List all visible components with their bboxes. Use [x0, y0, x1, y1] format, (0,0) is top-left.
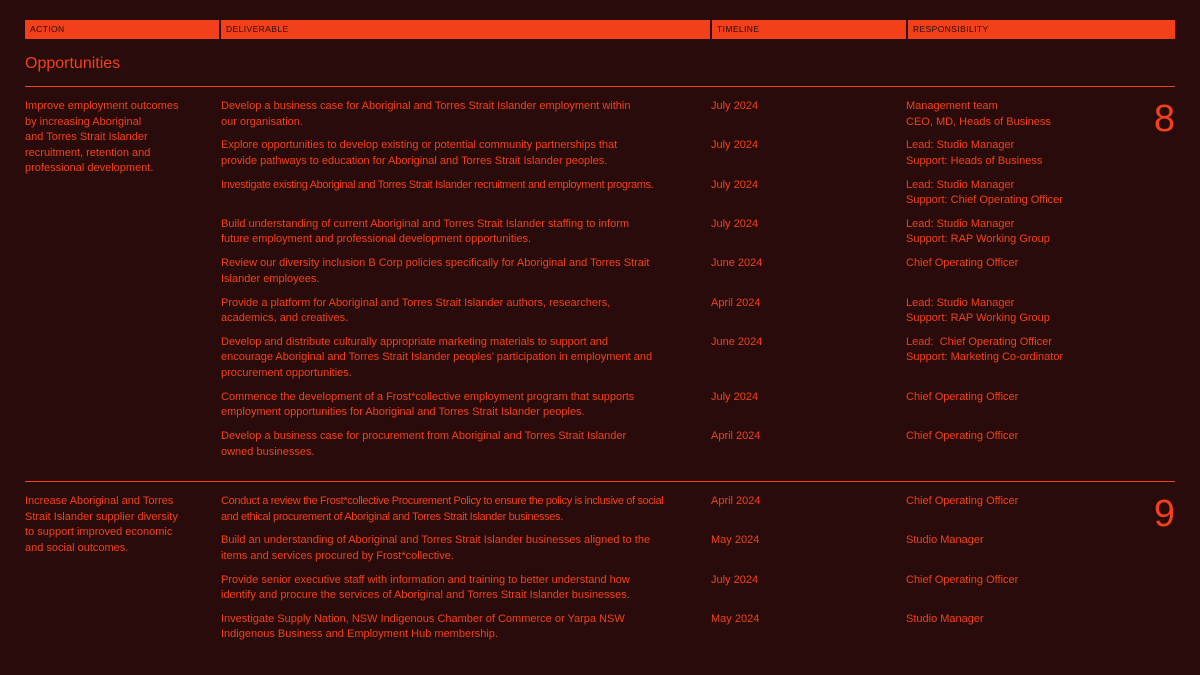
timeline: April 2024 — [711, 430, 761, 442]
header-responsibility: RESPONSIBILITY — [908, 20, 1175, 39]
responsibility-line: Support: Marketing Co-ordinator — [906, 351, 1064, 364]
action-number: 8 — [1153, 98, 1175, 140]
action-line: and social outcomes. — [25, 541, 129, 554]
deliverable-line: employment opportunities for Aboriginal and Torres Strait Islander peoples. — [221, 406, 585, 419]
deliverable-line: Commence the development of a Frost*collective employment program that supports — [221, 390, 635, 403]
responsibility-line: Chief Operating Officer — [906, 257, 1019, 270]
deliverable — [221, 390, 691, 421]
action-line: Strait Islander supplier diversity — [25, 510, 178, 523]
section-title: Opportunities — [25, 55, 121, 72]
deliverable-line: academics, and creatives. — [221, 312, 349, 325]
responsibility — [906, 612, 1126, 628]
deliverable-line: items and services procured by Frost*collective. — [221, 549, 454, 562]
action-line: recruitment, retention and — [25, 146, 151, 159]
timeline: July 2024 — [711, 139, 759, 152]
deliverable-line: Conduct a review the Frost*collective Procurement Policy to ensure the policy is inclusive of social — [221, 495, 664, 507]
deliverable-line: Islander employees. — [221, 272, 320, 285]
responsibility-line: Studio Manager — [906, 534, 984, 547]
deliverable-line: Develop and distribute culturally appropriate marketing materials to support and — [221, 335, 609, 348]
responsibility-line: Chief Operating Officer — [906, 573, 1019, 586]
deliverable — [221, 217, 691, 248]
responsibility-line: Management team — [906, 100, 998, 112]
deliverable-line: our organisation. — [221, 115, 303, 128]
deliverable — [221, 296, 691, 327]
responsibility-line: Support: RAP Working Group — [906, 233, 1050, 246]
deliverable-line: Investigate Supply Nation, NSW Indigenous Chamber of Commerce or Yarpa NSW — [221, 612, 625, 625]
responsibility — [906, 256, 1126, 272]
action-description — [25, 494, 215, 556]
responsibility — [906, 178, 1126, 209]
divider — [25, 481, 1175, 482]
timeline: July 2024 — [711, 178, 759, 191]
responsibility — [906, 99, 1126, 130]
deliverable — [221, 494, 691, 525]
deliverable-line: owned businesses. — [221, 445, 315, 458]
action-line: by increasing Aboriginal — [25, 115, 142, 128]
responsibility-line: Support: RAP Working Group — [906, 312, 1050, 325]
table-header — [25, 20, 1175, 39]
responsibility-line: Support: Chief Operating Officer — [906, 194, 1063, 207]
deliverable-line: Develop a business case for procurement from Aboriginal and Torres Strait Islander — [221, 430, 627, 442]
responsibility — [906, 533, 1126, 549]
responsibility — [906, 573, 1126, 589]
timeline: July 2024 — [711, 217, 759, 230]
timeline: April 2024 — [711, 495, 761, 507]
deliverable-line: Investigate existing Aboriginal and Torres Strait Islander recruitment and employment programs. — [221, 178, 654, 191]
action-line: and Torres Strait Islander — [25, 131, 148, 144]
responsibility — [906, 429, 1126, 445]
timeline: July 2024 — [711, 573, 759, 586]
timeline: June 2024 — [711, 335, 763, 348]
deliverable-line: Review our diversity inclusion B Corp policies specifically for Aboriginal and Torres Strait — [221, 257, 650, 270]
responsibility — [906, 390, 1126, 406]
responsibility — [906, 138, 1126, 169]
responsibility-line: Support: Heads of Business — [906, 154, 1043, 167]
action-line: professional development. — [25, 162, 154, 175]
deliverable — [221, 99, 691, 130]
responsibility-line: Studio Manager — [906, 612, 984, 625]
deliverable-line: encourage Aboriginal and Torres Strait Islander peoples’ participation in employment and — [221, 351, 653, 364]
deliverable-line: and ethical procurement of Aboriginal and Torres Strait Islander businesses. — [221, 510, 563, 523]
header-action: ACTION — [25, 20, 219, 39]
timeline: April 2024 — [711, 296, 761, 309]
deliverable — [221, 138, 691, 169]
timeline: May 2024 — [711, 612, 760, 625]
deliverable-line: Indigenous Business and Employment Hub membership. — [221, 628, 498, 641]
timeline: July 2024 — [711, 390, 759, 403]
timeline: June 2024 — [711, 257, 763, 270]
deliverable-line: Provide a platform for Aboriginal and Torres Strait Islander authors, researchers, — [221, 296, 611, 309]
responsibility-line: Chief Operating Officer — [906, 430, 1019, 442]
responsibility — [906, 335, 1126, 366]
deliverable-line: Explore opportunities to develop existing or potential community partnerships that — [221, 139, 618, 152]
deliverable-line: Build understanding of current Aboriginal and Torres Strait Islander staffing to inform — [221, 217, 630, 230]
deliverable-line: Provide senior executive staff with information and training to better understand how — [221, 573, 630, 586]
action-number: 9 — [1153, 493, 1175, 535]
responsibility-line: Lead: Studio Manager — [906, 178, 1015, 191]
deliverable-line: provide pathways to education for Aboriginal and Torres Strait Islander peoples. — [221, 154, 608, 167]
responsibility — [906, 217, 1126, 248]
responsibility-line: Chief Operating Officer — [906, 390, 1019, 403]
deliverable-line: Develop a business case for Aboriginal and Torres Strait Islander employment within — [221, 100, 631, 112]
deliverable — [221, 335, 691, 382]
timeline: May 2024 — [711, 534, 760, 547]
divider — [25, 86, 1175, 87]
responsibility-line: Lead: Chief Operating Officer — [906, 335, 1052, 348]
responsibility-line: Lead: Studio Manager — [906, 139, 1015, 152]
deliverable — [221, 178, 691, 194]
responsibility — [906, 494, 1126, 510]
header-timeline: TIMELINE — [712, 20, 906, 39]
deliverable-line: identify and procure the services of Aboriginal and Torres Strait Islander businesses. — [221, 589, 630, 602]
responsibility-line: Lead: Studio Manager — [906, 296, 1015, 309]
responsibility-line: CEO, MD, Heads of Business — [906, 115, 1051, 128]
responsibility-line: Lead: Studio Manager — [906, 217, 1015, 230]
deliverable — [221, 573, 691, 604]
responsibility — [906, 296, 1126, 327]
action-line: Improve employment outcomes — [25, 100, 179, 112]
deliverable — [221, 612, 691, 643]
action-line: to support improved economic — [25, 526, 173, 539]
action-description — [25, 99, 215, 177]
deliverable-line: procurement opportunities. — [221, 366, 352, 379]
timeline: July 2024 — [711, 100, 759, 112]
action-line: Increase Aboriginal and Torres — [25, 495, 174, 507]
deliverable — [221, 256, 691, 287]
deliverable — [221, 533, 691, 564]
deliverable — [221, 429, 691, 460]
header-deliverable: DELIVERABLE — [221, 20, 710, 39]
deliverable-line: future employment and professional development opportunities. — [221, 233, 532, 246]
deliverable-line: Build an understanding of Aboriginal and Torres Strait Islander businesses aligned to the — [221, 534, 651, 547]
responsibility-line: Chief Operating Officer — [906, 495, 1019, 507]
